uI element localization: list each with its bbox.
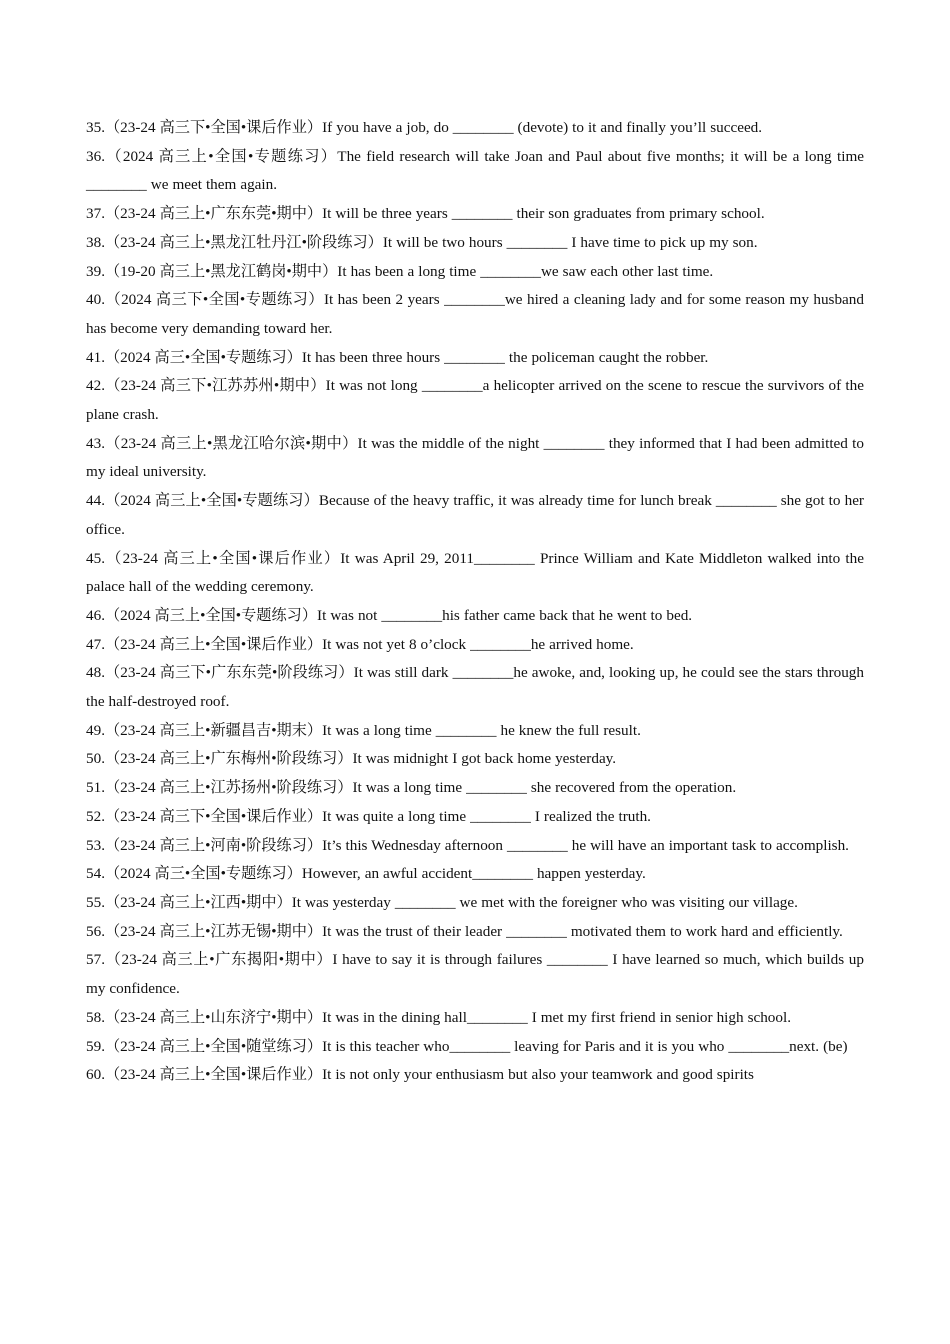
- question-39: 39.（19-20 高三上•黑龙江鹤岗•期中）It has been a long time ________we saw each other last time.: [86, 262, 714, 280]
- question-60: 60.（23-24 高三上•全国•课后作业）It is not only your enthusiasm but also your teamwork and good spirits: [86, 1066, 754, 1084]
- question-58: 58.（23-24 高三上•山东济宁•期中）It was in the dining hall________ I met my first friend in senior high school.: [86, 1008, 792, 1026]
- question-36: 36.（2024 高三上•全国•专题练习）The field research will take Joan and Paul about five months; it will be a long time ________ we meet them again.: [86, 147, 864, 194]
- question-59: 59.（23-24 高三上•全国•随堂练习）It is this teacher who________ leaving for Paris and it is you who ________next. (be): [86, 1037, 848, 1055]
- question-53: 53.（23-24 高三上•河南•阶段练习）It’s this Wednesday afternoon ________ he will have an important task to accomplish.: [86, 836, 849, 854]
- question-40: 40.（2024 高三下•全国•专题练习）It has been 2 years ________we hired a cleaning lady and for some reason my husband has become very demanding toward her.: [86, 291, 864, 337]
- question-51: 51.（23-24 高三上•江苏扬州•阶段练习）It was a long time ________ she recovered from the operation.: [86, 779, 737, 797]
- question-55: 55.（23-24 高三上•江西•期中）It was yesterday ________ we met with the foreigner who was visiting our village.: [86, 893, 798, 911]
- question-49: 49.（23-24 高三上•新疆昌吉•期末）It was a long time ________ he knew the full result.: [86, 721, 641, 739]
- question-37: 37.（23-24 高三上•广东东莞•期中）It will be three years ________ their son graduates from primary school.: [86, 205, 765, 223]
- question-35: 35.（23-24 高三下•全国•课后作业）If you have a job, do ________ (devote) to it and finally you’ll succeed.: [86, 119, 763, 136]
- question-54: 54.（2024 高三•全国•专题练习）However, an awful accident________ happen yesterday.: [86, 865, 646, 883]
- question-52: 52.（23-24 高三下•全国•课后作业）It was quite a long time ________ I realized the truth.: [86, 807, 651, 825]
- question-46: 46.（2024 高三上•全国•专题练习）It was not ________his father came back that he went to bed.: [86, 606, 693, 624]
- exercise-page: [86, 114, 864, 1090]
- question-48: 48.（23-24 高三下•广东东莞•阶段练习）It was still dark ________he awoke, and, looking up, he could see the stars through the half-destroyed roof.: [86, 664, 864, 711]
- question-38: 38.（23-24 高三上•黑龙江牡丹江•阶段练习）It will be two hours ________ I have time to pick up my son.: [86, 233, 758, 251]
- question-42: 42.（23-24 高三下•江苏苏州•期中）It was not long ________a helicopter arrived on the scene to rescue the survivors of the plane crash.: [86, 377, 864, 424]
- question-47: 47.（23-24 高三上•全国•课后作业）It was not yet 8 o’clock ________he arrived home.: [86, 635, 634, 653]
- question-44: 44.（2024 高三上•全国•专题练习）Because of the heavy traffic, it was already time for lunch break ________ she got to her office.: [86, 492, 864, 538]
- question-43: 43.（23-24 高三上•黑龙江哈尔滨•期中）It was the middle of the night ________ they informed that I had been admitted to my ideal university.: [86, 434, 864, 481]
- question-45: 45.（23-24 高三上•全国•课后作业）It was April 29, 2011________ Prince William and Kate Middleton walked into the palace hall of the wedding ceremony.: [86, 549, 864, 596]
- question-41: 41.（2024 高三•全国•专题练习）It has been three hours ________ the policeman caught the robber.: [86, 348, 709, 366]
- question-50: 50.（23-24 高三上•广东梅州•阶段练习）It was midnight I got back home yesterday.: [86, 750, 617, 768]
- question-57: 57.（23-24 高三上•广东揭阳•期中）I have to say it is through failures ________ I have learned so much, which builds up my confidence.: [86, 951, 864, 998]
- question-56: 56.（23-24 高三上•江苏无锡•期中）It was the trust of their leader ________ motivated them to work hard and efficiently.: [86, 922, 843, 940]
